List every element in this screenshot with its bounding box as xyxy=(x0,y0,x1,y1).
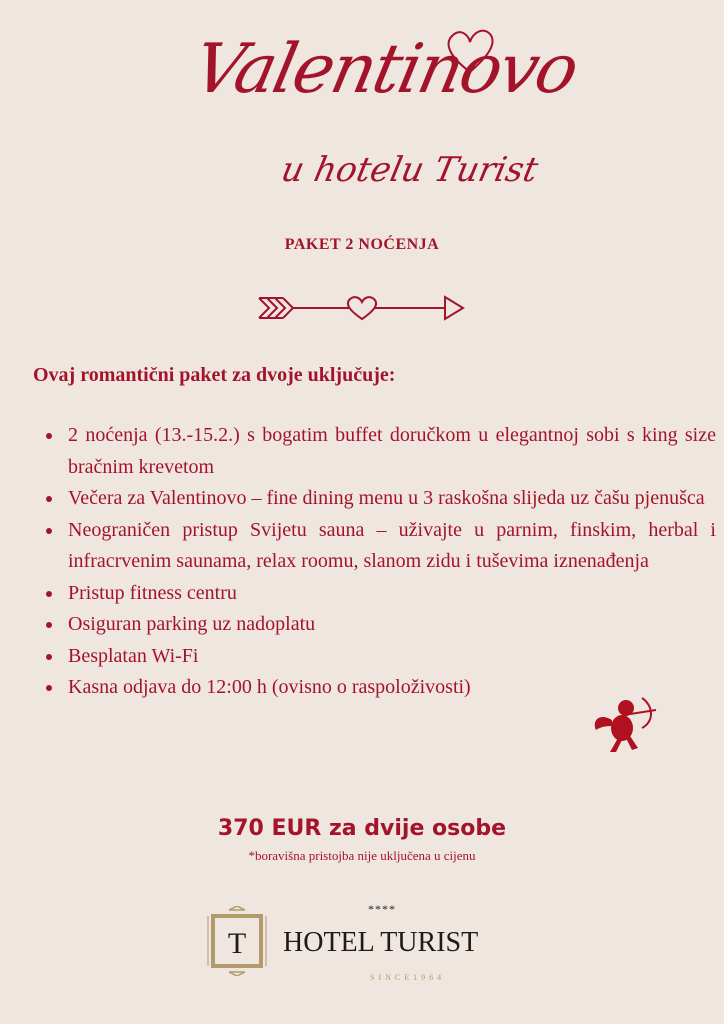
hotel-name: HOTEL TURIST xyxy=(283,927,479,958)
heart-outline-icon xyxy=(440,22,500,82)
included-list xyxy=(38,420,716,704)
hotel-since: SINCE1964 xyxy=(370,973,446,982)
hotel-logo-icon xyxy=(207,906,267,976)
arrow-heart-icon xyxy=(257,292,467,324)
list-item: Kasna odjava do 12:00 h (ovisno o raspoloživosti) xyxy=(68,672,716,704)
subtitle-script: u hotelu Turist xyxy=(277,150,542,190)
price-note: *boravišna pristojba nije uključena u cijenu xyxy=(248,848,476,863)
list-item: Neograničen pristup Svijetu sauna – uživajte u parnim, finskim, herbal i infracrvenim saunama, relax roomu, slanom zidu i tuševima iznenađenja xyxy=(68,515,716,578)
intro-text: Ovaj romantični paket za dvoje uključuje: xyxy=(33,364,396,386)
title-script: Valentinovo xyxy=(186,30,584,109)
hotel-stars: **** xyxy=(368,902,396,916)
price: 370 EUR za dvije osobe xyxy=(217,816,507,841)
cupid-icon xyxy=(590,692,660,756)
list-item: Besplatan Wi-Fi xyxy=(68,641,716,673)
svg-text:T: T xyxy=(227,927,247,960)
package-heading: PAKET 2 NOĆENJA xyxy=(284,236,440,253)
list-item: 2 noćenja (13.-15.2.) s bogatim buffet doručkom u elegantnoj sobi s king size bračnim krevetom xyxy=(68,420,716,483)
list-item: Večera za Valentinovo – fine dining menu u 3 raskošna slijeda uz čašu pjenušca xyxy=(68,483,716,515)
list-item: Osiguran parking uz nadoplatu xyxy=(68,609,716,641)
list-item: Pristup fitness centru xyxy=(68,578,716,610)
